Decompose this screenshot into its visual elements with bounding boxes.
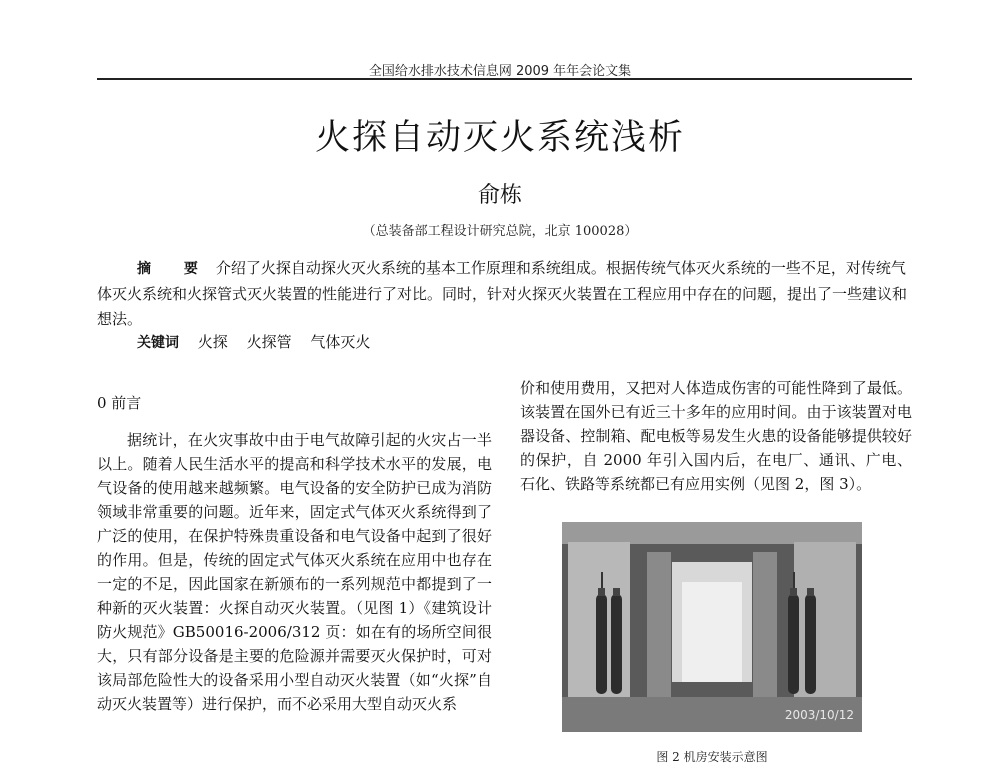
keyword: 火探 — [197, 333, 228, 351]
abstract-label: 摘 要 — [137, 261, 212, 277]
paper-title: 火探自动灭火系统浅析 — [314, 118, 685, 158]
keywords-label: 关键词 — [137, 335, 179, 351]
figure-photo — [562, 522, 862, 732]
author-name: 俞栋 — [477, 183, 522, 208]
body-paragraph-left: 据统计，在火灾事故中由于电气故障引起的火灾占一半以上。随着人民生活水平的提高和科学技术水平的发展，电气设备的使用越来越频繁。电气设备的安全防护已成为消防领域非常重要的问题。近年来，固定式气体灭火系统得到了广泛的使用，在保护特殊贵重设备和电气设备中起到了很好的作用。但是，传统的固定式气体灭火系统在应用中也存在一定的不足，因此国家在新颁布的一系列规范中都提到了一种新的灭火装置：火探自动灭火装置。（见图 1）《建筑设计防火规范》GB50016-2006/312 页：如在有的场所空间很大，只有部分设备是主要的危险源并需要灭火保护时，可对该局部危险性大的设备采用小型自动灭火装置（如“火探”自动灭火装置等）进行保护，而不必采用大型自动灭火系 — [97, 431, 492, 713]
header-rule — [97, 78, 912, 80]
abstract-text: 介绍了火探自动探火灭火系统的基本工作原理和系统组成。根据传统气体灭火系统的一些不足，对传统气体灭火系统和火探管式灭火装置的性能进行了对比。同时，针对火探灭火装置在工程应用中存在的问题，提出了一些建议和想法。 — [97, 259, 908, 328]
keyword: 气体灭火 — [310, 333, 371, 351]
keywords — [137, 331, 912, 352]
keyword: 火探管 — [246, 333, 292, 351]
body-paragraph-right: 价和使用费用，又把对人体造成伤害的可能性降到了最低。该装置在国外已有近三十多年的应用时间。由于该装置对电器设备、控制箱、配电板等易发生火患的设备能够提供较好的保护，自 2000 年引入国内后，在电厂、通讯、广电、石化、铁路等系统都已有应用实例（见图 2，图 3）。 — [520, 379, 912, 493]
affiliation: （总装备部工程设计研究总院，北京 100028） — [362, 224, 638, 239]
abstract — [97, 256, 912, 332]
server-room-image — [562, 522, 862, 732]
photo-timestamp: 2003/10/12 — [784, 708, 854, 722]
running-header: 全国给水排水技术信息网 2009 年年会论文集 — [368, 64, 632, 79]
section-heading: 0 前言 — [97, 394, 142, 412]
figure-caption: 图 2 机房安装示意图 — [656, 750, 768, 764]
